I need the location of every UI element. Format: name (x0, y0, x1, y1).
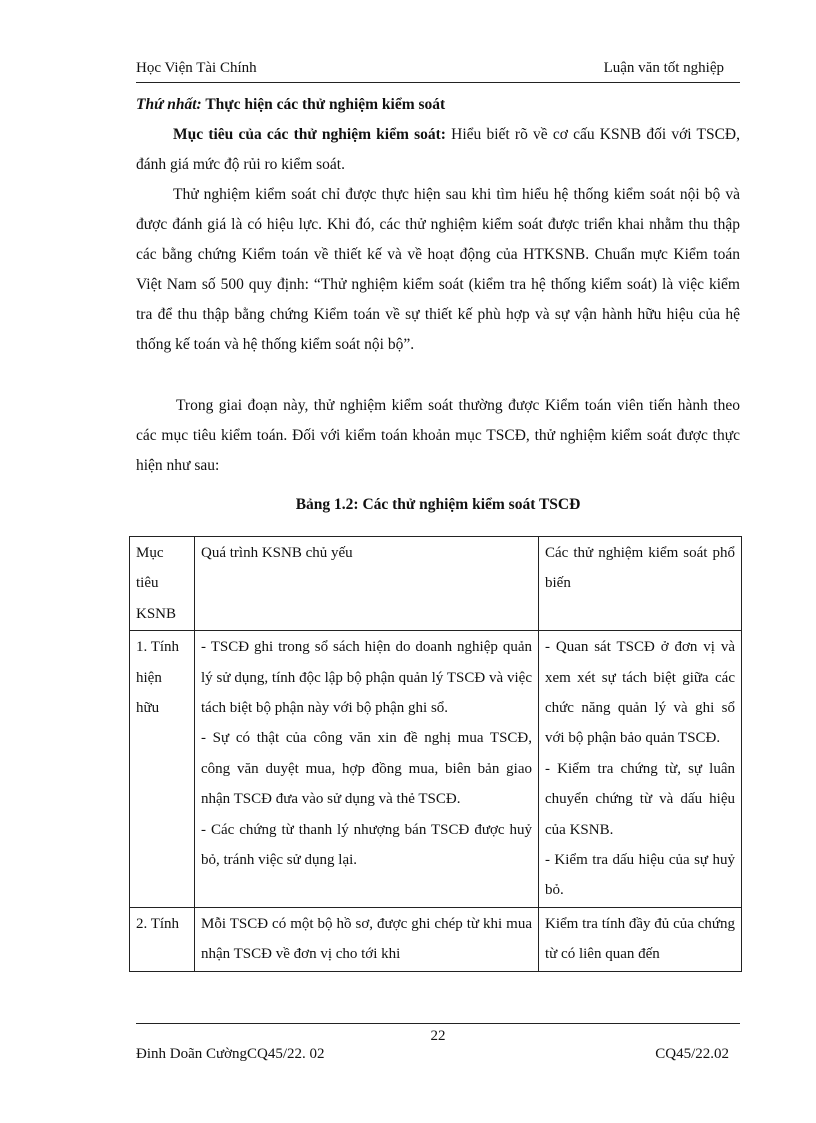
paragraph-objective (136, 120, 740, 180)
process-item: Mỗi TSCĐ có một bộ hồ sơ, được ghi chép từ khi mua nhận TSCĐ về đơn vị cho tới khi (201, 915, 532, 963)
section-heading (136, 90, 740, 120)
row-tests (539, 907, 742, 971)
process-item: - Sự có thật của công văn xin đề nghị mua TSCĐ, công văn duyệt mua, hợp đồng mua, biên bản giao nhận TSCĐ đưa vào sử dụng và thẻ TSCĐ. (201, 730, 532, 808)
paragraph-audit-phase: Trong giai đoạn này, thử nghiệm kiểm soát thường được Kiểm toán viên tiến hành theo các mục tiêu kiểm toán. Đối với kiểm toán khoản mục TSCĐ, thử nghiệm kiểm soát được thực hiện như sau: (136, 397, 740, 474)
test-item: - Kiểm tra chứng từ, sự luân chuyển chứng từ và dấu hiệu của KSNB. (545, 760, 735, 838)
table-row (130, 631, 742, 908)
table-header-row (130, 537, 742, 631)
header-objective: Mục tiêu KSNB (130, 537, 195, 631)
header-tests: Các thử nghiệm kiểm soát phổ biến (539, 537, 742, 631)
page-number: 22 (430, 1028, 446, 1044)
header-rule (136, 82, 740, 83)
row-process (195, 907, 539, 971)
table-row (130, 907, 742, 971)
control-tests-table (129, 536, 742, 972)
table-caption: Bảng 1.2: Các thử nghiệm kiểm soát TSCĐ (295, 496, 581, 513)
header-right: Luận văn tốt nghiệp (603, 60, 724, 76)
paragraph-control-tests: Thử nghiệm kiểm soát chỉ được thực hiện sau khi tìm hiểu hệ thống kiểm soát nội bộ và được đánh giá là có hiệu lực. Khi đó, các thử nghiệm kiểm soát được triển khai nhằm thu thập các bằng chứng Kiểm toán về thiết kế và về hoạt động của HTKSNB. Chuẩn mực Kiểm toán Việt Nam số 500 quy định: “Thử nghiệm kiểm soát (kiểm tra hệ thống kiểm soát) là việc kiểm tra để thu thập bằng chứng Kiểm toán về sự thiết kế phù hợp và sự vận hành hữu hiệu của hệ thống kế toán và hệ thống kiểm soát nội bộ”. (136, 186, 740, 353)
row-objective: 2. Tính (130, 907, 195, 971)
objective-text: Hiểu biết rõ về cơ cấu KSNB đối với TSCĐ, đánh giá mức độ rủi ro kiểm soát. (136, 126, 740, 173)
row-tests (539, 631, 742, 908)
test-item: Kiểm tra tính đầy đủ của chứng từ có liên quan đến (545, 915, 735, 963)
footer-right: CQ45/22.02 (655, 1046, 729, 1062)
row-objective: 1. Tính hiện hữu (130, 631, 195, 908)
test-item: - Quan sát TSCĐ ở đơn vị và xem xét sự tách biệt giữa các chức năng quản lý và ghi sổ với bộ phận bảo quản TSCĐ. (545, 639, 735, 747)
row-process (195, 631, 539, 908)
process-item: - Các chứng từ thanh lý nhượng bán TSCĐ được huỷ bỏ, tránh việc sử dụng lại. (201, 821, 532, 869)
heading-prefix: Thứ nhất: (136, 96, 202, 113)
header-left: Học Viện Tài Chính (136, 60, 257, 76)
footer-rule (136, 1023, 740, 1024)
heading-text: Thực hiện các thử nghiệm kiểm soát (201, 96, 446, 113)
header-process: Quá trình KSNB chủ yếu (195, 537, 539, 631)
footer-left: Đinh Doãn CườngCQ45/22. 02 (136, 1046, 325, 1062)
process-item: - TSCĐ ghi trong sổ sách hiện do doanh nghiệp quản lý sử dụng, tính độc lập bộ phận quản lý TSCĐ và việc tách biệt bộ phận này với bộ phận ghi sổ. (201, 639, 532, 717)
test-item: - Kiểm tra dấu hiệu của sự huỷ bỏ. (545, 852, 735, 899)
objective-label: Mục tiêu của các thử nghiệm kiểm soát: (173, 126, 446, 143)
